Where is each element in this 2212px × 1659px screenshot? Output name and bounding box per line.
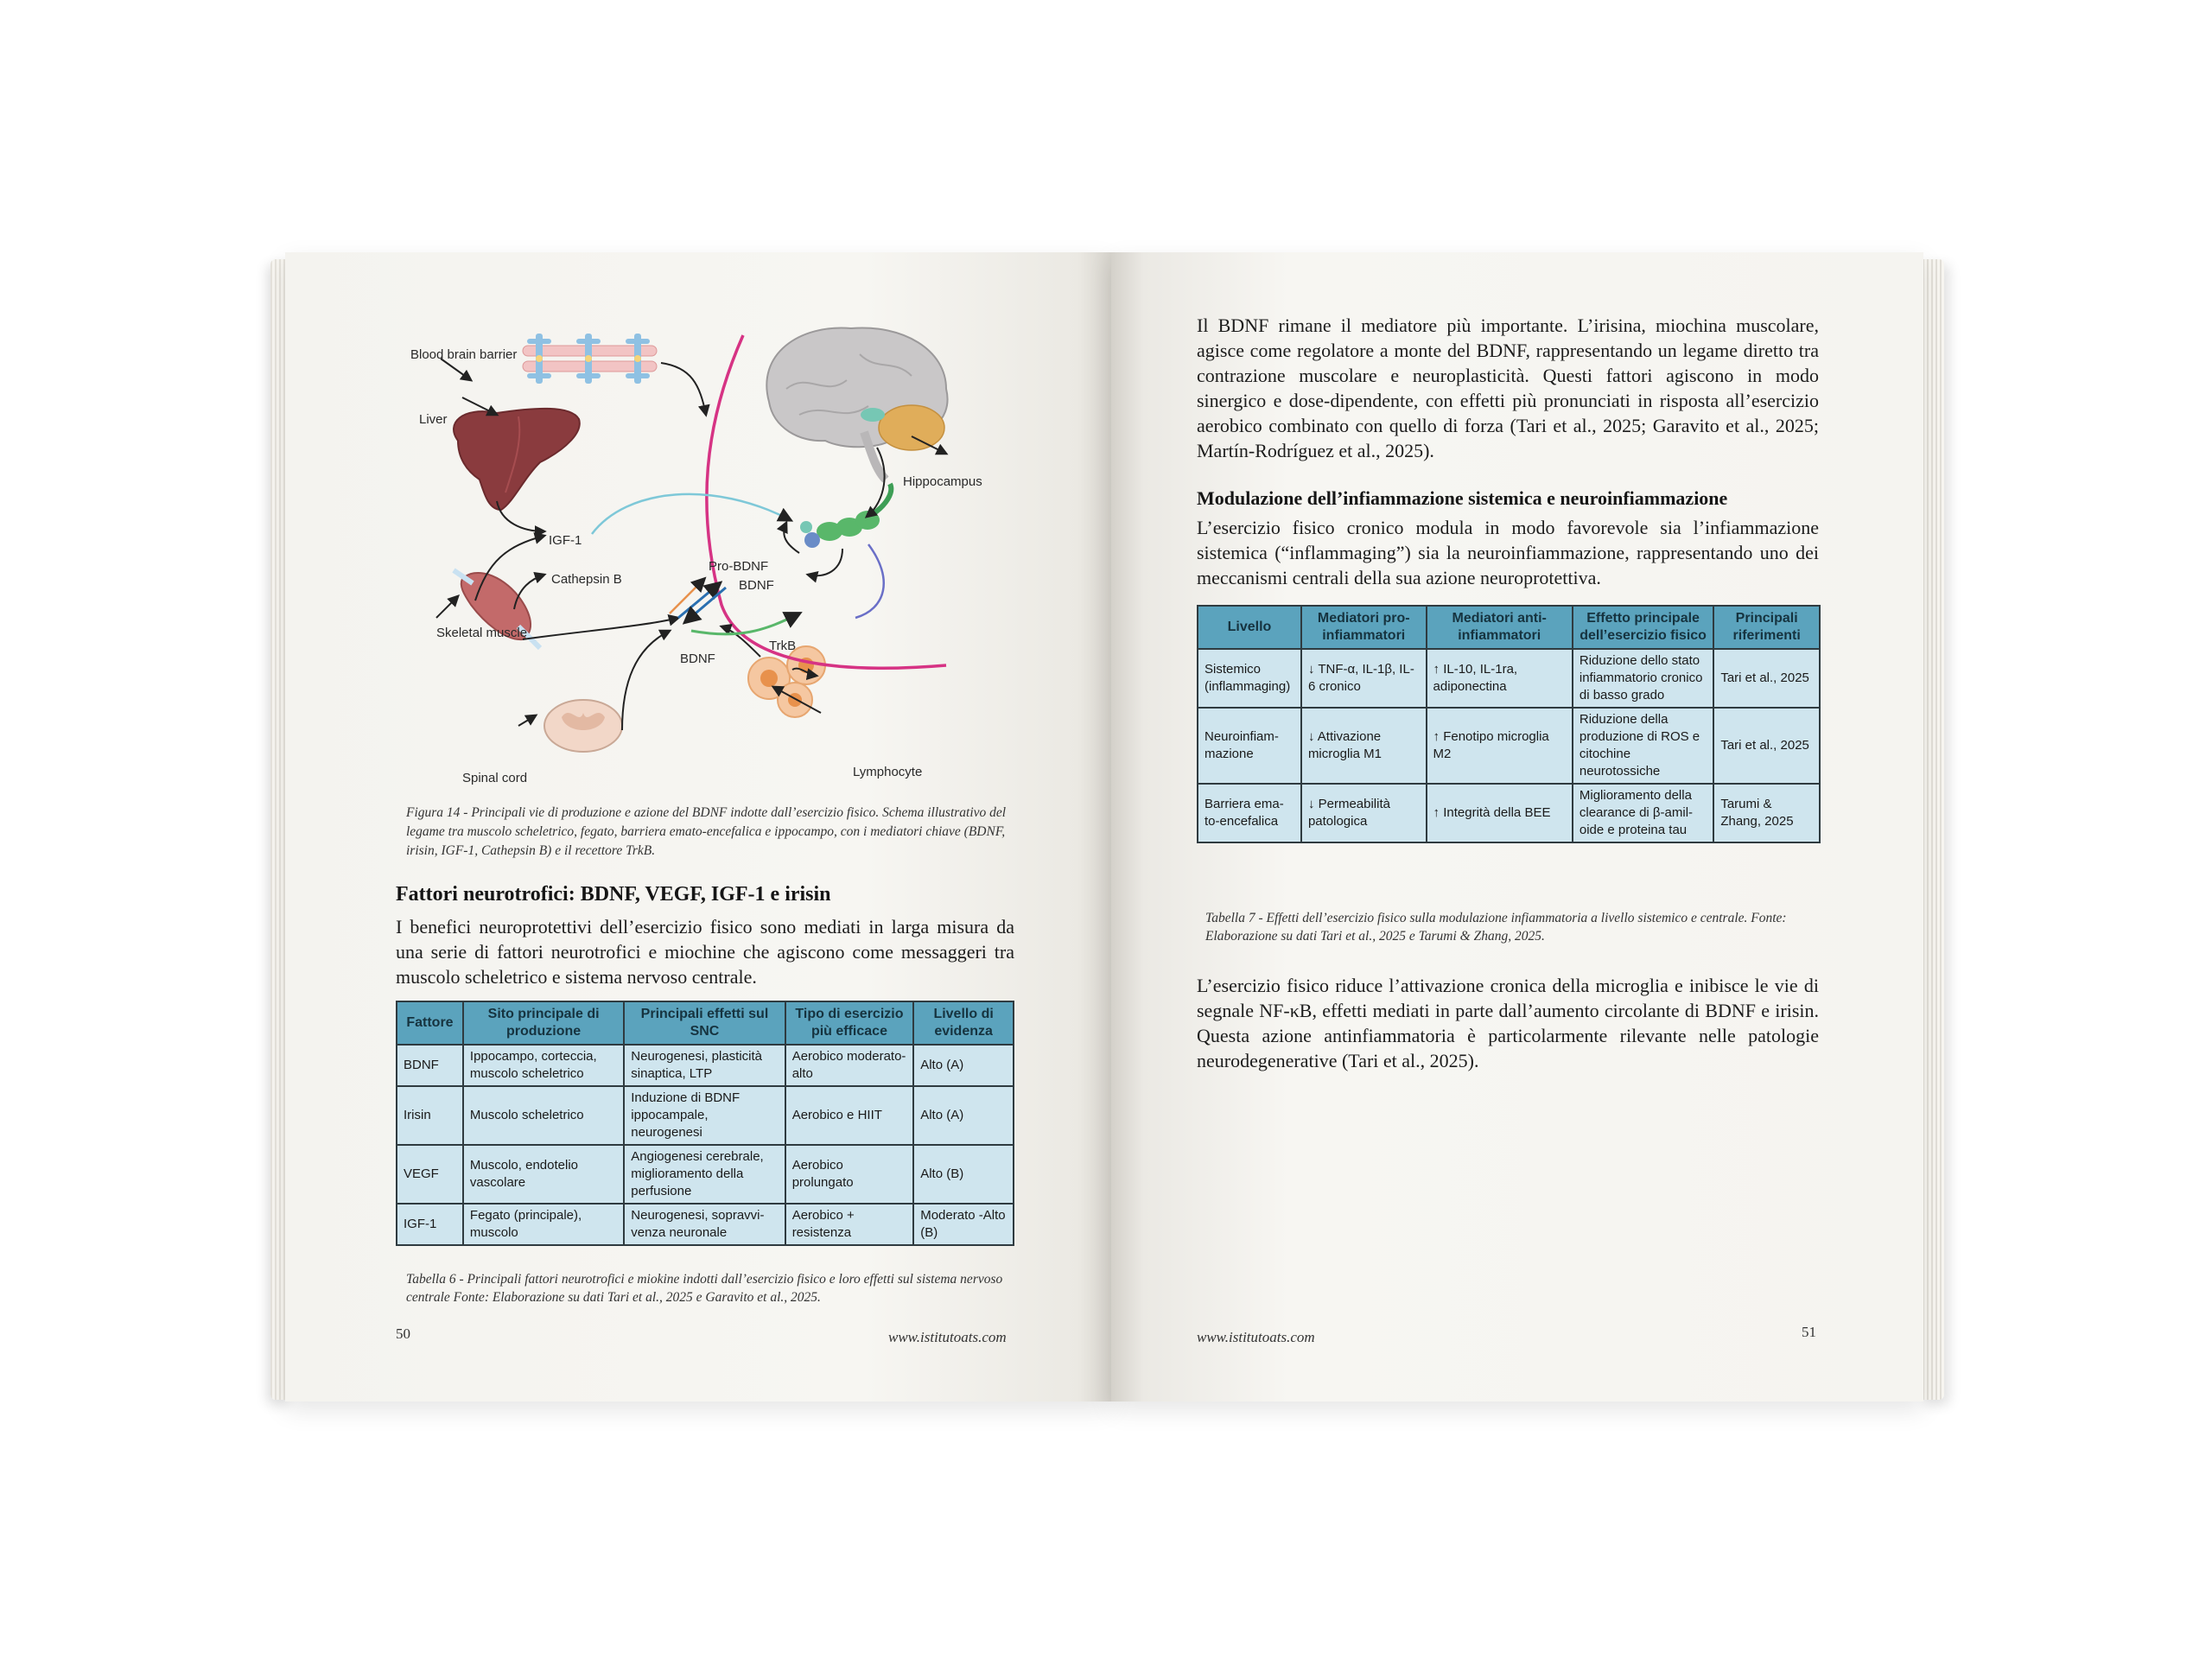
table-cell: Aerobico + resistenza bbox=[785, 1204, 914, 1245]
table-cell: Aerobico prolungato bbox=[785, 1145, 914, 1204]
table-row bbox=[397, 1145, 1014, 1204]
table-cell: Tari et al., 2025 bbox=[1713, 708, 1820, 784]
brain-illustration bbox=[766, 327, 947, 480]
section-title-neurotrophic: Fattori neurotrofici: BDNF, VEGF, IGF-1 e irisin bbox=[396, 883, 831, 906]
label-cathepsin-b: Cathepsin B bbox=[551, 572, 622, 587]
bdnf-pathway-figure bbox=[393, 320, 1015, 786]
table-cell: VEGF bbox=[397, 1145, 463, 1204]
table-cell: ↑ IL-10, IL-1ra, adiponectina bbox=[1427, 649, 1573, 708]
label-liver: Liver bbox=[419, 412, 448, 427]
table-cell: IGF-1 bbox=[397, 1204, 463, 1245]
label-bdnf-upper: BDNF bbox=[739, 578, 774, 593]
spinal-cord-illustration bbox=[544, 700, 622, 752]
table-cell: Barriera ema-to-encefalica bbox=[1198, 784, 1301, 842]
table-cell: Neurogenesi, plasticità sinaptica, LTP bbox=[624, 1045, 785, 1086]
table-cell: Tarumi & Zhang, 2025 bbox=[1713, 784, 1820, 842]
table-header-cell: Effetto principale dell’esercizio fisico bbox=[1573, 606, 1713, 649]
table-header-cell: Mediatori anti-infiammatori bbox=[1427, 606, 1573, 649]
label-lymphocyte: Lymphocyte bbox=[853, 765, 923, 779]
table-cell: Alto (B) bbox=[913, 1145, 1014, 1204]
table7-caption: Tabella 7 - Effetti dell’esercizio fisico sulla modulazione infiammatoria a livello sistemico e centrale. Fonte: Elaborazione su dati Tari et al., 2025 e Tarumi & Zhang, 2025. bbox=[1205, 911, 1787, 944]
label-hippocampus: Hippocampus bbox=[903, 474, 982, 489]
table-header-cell: Sito principale di produzione bbox=[463, 1001, 624, 1045]
paragraph-inflammation: L’esercizio fisico cronico modula in modo favorevole sia l’infiammazione sistemica (“inflammaging”) sia la neuroinfiammazione, rappresentando uno dei meccanismi centrali della sua azione neuroprotettiva. bbox=[1197, 517, 1819, 588]
label-igf1: IGF-1 bbox=[549, 533, 582, 548]
table-cell: BDNF bbox=[397, 1045, 463, 1086]
label-trkb: TrkB bbox=[769, 639, 797, 653]
table-cell: Angiogenesi cerebrale, miglioramento della perfusione bbox=[624, 1145, 785, 1204]
table-cell: Ippocampo, corteccia, muscolo scheletrico bbox=[463, 1045, 624, 1086]
table-cell: ↑ Integrità della BEE bbox=[1427, 784, 1573, 842]
table-cell: ↓ Attivazione microglia M1 bbox=[1301, 708, 1427, 784]
table-row bbox=[1198, 784, 1820, 842]
table-cell: Alto (A) bbox=[913, 1086, 1014, 1145]
table-header-cell: Tipo di esercizio più efficace bbox=[785, 1001, 914, 1045]
bdnf-pathway-diagram bbox=[393, 320, 1015, 786]
table-cell: Miglioramento della clearance di β-amil-oide e proteina tau bbox=[1573, 784, 1713, 842]
website-left: www.istitutoats.com bbox=[888, 1329, 1007, 1345]
page-number-left: 50 bbox=[396, 1325, 410, 1342]
table-cell: Induzione di BDNF ippocampale, neurogenesi bbox=[624, 1086, 785, 1145]
table-cell: Riduzione dello stato infiammatorio cronico di basso grado bbox=[1573, 649, 1713, 708]
table-cell: Muscolo scheletrico bbox=[463, 1086, 624, 1145]
website-right: www.istitutoats.com bbox=[1197, 1329, 1315, 1345]
right-page-edges bbox=[1920, 259, 1944, 1400]
table-cell: ↓ Permeabilità patologica bbox=[1301, 784, 1427, 842]
label-blood-brain-barrier: Blood brain barrier bbox=[410, 347, 518, 362]
page-number-right: 51 bbox=[1802, 1324, 1816, 1340]
label-bdnf-center: BDNF bbox=[680, 652, 715, 666]
section-title-inflammation: Modulazione dell’infiammazione sistemica e neuroinfiammazione bbox=[1197, 487, 1728, 509]
table-neurotrophic-factors bbox=[396, 1001, 1014, 1246]
table-cell: Alto (A) bbox=[913, 1045, 1014, 1086]
label-spinal-cord: Spinal cord bbox=[462, 771, 528, 785]
paragraph-bdnf-mediator: Il BDNF rimane il mediatore più importante. L’irisina, miochina muscolare, agisce come regolatore a monte del BDNF, rappresentando un legame diretto tra contrazione muscolare e neuroplasticità. Questi fattori agiscono in modo sinergico e dose-dipendente, con effetti più pronunciati in risposta all’esercizio aerobico combinato con quello di forza (Tari et al., 2025; Garavito et al., 2025; Martín-Rodríguez et al., 2025). bbox=[1197, 315, 1819, 461]
paragraph-neurotrophic: I benefici neuroprotettivi dell’esercizio fisico sono mediati in larga misura da una serie di fattori neurotrofici e miochine che agiscono come messaggeri tra muscolo scheletrico e sistema nervoso centrale. bbox=[396, 916, 1014, 988]
table-cell: Moderato -Alto (B) bbox=[913, 1204, 1014, 1245]
table-header-cell: Livello bbox=[1198, 606, 1301, 649]
table-row bbox=[397, 1204, 1014, 1245]
table-cell: ↓ TNF-α, IL-1β, IL-6 cronico bbox=[1301, 649, 1427, 708]
table-cell: Aerobico e HIIT bbox=[785, 1086, 914, 1145]
table-row bbox=[397, 1086, 1014, 1145]
table-header-row bbox=[397, 1001, 1014, 1045]
table-cell: Neuroinfiam-mazione bbox=[1198, 708, 1301, 784]
table-inflammation bbox=[1197, 605, 1821, 843]
table-header-cell: Livello di evidenza bbox=[913, 1001, 1014, 1045]
table-cell: Irisin bbox=[397, 1086, 463, 1145]
table-row bbox=[1198, 708, 1820, 784]
blood-brain-barrier-illustration bbox=[523, 334, 657, 384]
table-header-cell: Principali riferimenti bbox=[1713, 606, 1820, 649]
label-skeletal-muscle: Skeletal muscle bbox=[436, 626, 528, 640]
table6-caption: Tabella 6 - Principali fattori neurotrofici e miokine indotti dall’esercizio fisico e loro effetti sul sistema nervoso centrale Fonte: Elaborazione su dati Tari et al., 2025 e Garavito et al., 2025. bbox=[406, 1272, 1003, 1305]
table-cell: Muscolo, endotelio vascolare bbox=[463, 1145, 624, 1204]
table-header-cell: Fattore bbox=[397, 1001, 463, 1045]
table-cell: ↑ Fenotipo microglia M2 bbox=[1427, 708, 1573, 784]
table-header-cell: Principali effetti sul SNC bbox=[624, 1001, 785, 1045]
table-cell: Aerobico moderato-alto bbox=[785, 1045, 914, 1086]
liver-illustration bbox=[454, 409, 580, 510]
paragraph-microglia: L’esercizio fisico riduce l’attivazione cronica della microglia e inibisce le vie di segnale NF-κB, effetti mediati in parte dall’aumento circolante di BDNF e irisin. Questa azione antinfiammatoria è particolarmente rilevante nelle patologie neurodegenerative (Tari et al., 2025). bbox=[1197, 975, 1819, 1071]
table-cell: Sistemico (inflammaging) bbox=[1198, 649, 1301, 708]
table-row bbox=[397, 1045, 1014, 1086]
table-row bbox=[1198, 649, 1820, 708]
hippocampus-neuron-illustration bbox=[800, 484, 891, 548]
table-cell: Riduzione della produzione di ROS e citochine neurotossiche bbox=[1573, 708, 1713, 784]
figure-caption: Figura 14 - Principali vie di produzione e azione del BDNF indotte dall’esercizio fisico. Schema illustrativo del legame tra muscolo scheletrico, fegato, barriera emato-encefalica e ippocampo, con i mediatori chiave (BDNF, irisin, IGF-1, Cathepsin B) e il recettore TrkB. bbox=[406, 805, 1007, 858]
table-header-row bbox=[1198, 606, 1820, 649]
table-cell: Fegato (principale), muscolo bbox=[463, 1204, 624, 1245]
label-pro-bdnf: Pro-BDNF bbox=[709, 559, 769, 574]
table-header-cell: Mediatori pro-infiammatori bbox=[1301, 606, 1427, 649]
table-cell: Tari et al., 2025 bbox=[1713, 649, 1820, 708]
table-cell: Neurogenesi, sopravvi-venza neuronale bbox=[624, 1204, 785, 1245]
